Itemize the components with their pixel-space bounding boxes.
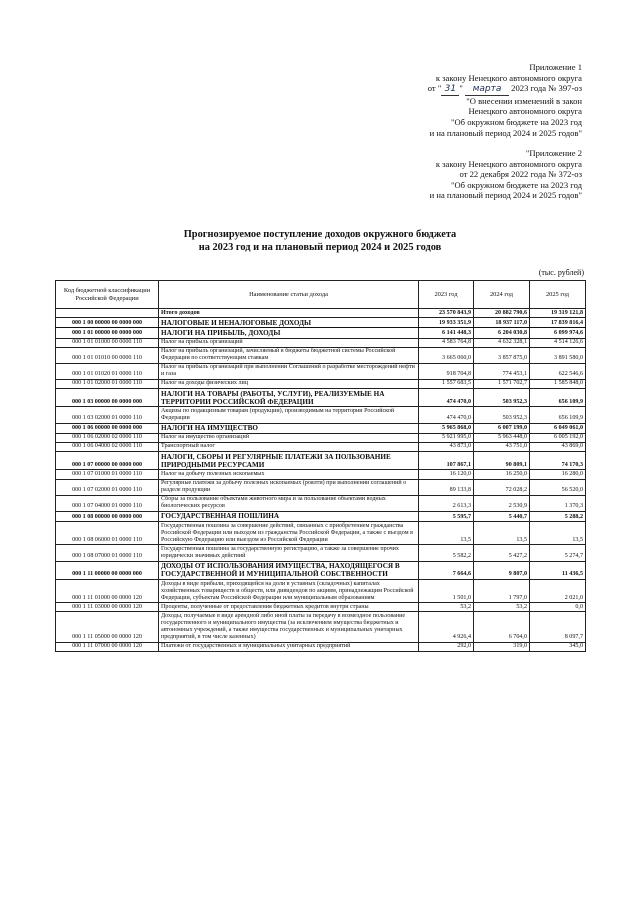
units-label: (тыс. рублей) xyxy=(538,268,584,277)
cell-2023: 19 933 351,9 xyxy=(419,318,474,328)
cell-2023: 6 141 448,3 xyxy=(419,328,474,338)
header-2023: 2023 год xyxy=(419,281,474,309)
table-row xyxy=(56,309,586,318)
appendix-1-date-line xyxy=(428,83,582,96)
cell-code: 000 1 06 04000 02 0000 110 xyxy=(56,442,159,451)
cell-name: Налог на добычу полезных ископаемых xyxy=(159,470,419,479)
cell-2024: 6 704,0 xyxy=(474,612,530,642)
cell-2025: 43 869,0 xyxy=(530,442,586,451)
cell-2024: 53,2 xyxy=(474,603,530,612)
cell-code: 000 1 11 05000 00 0000 120 xyxy=(56,612,159,642)
appendix-1-line6: "Об окружном бюджете на 2023 год xyxy=(450,116,582,127)
cell-2023: 918 704,8 xyxy=(419,363,474,379)
cell-2024: 18 937 117,0 xyxy=(474,318,530,328)
cell-name: Налог на прибыль организаций при выполнении Соглашений о разработке месторождений нефти и газа xyxy=(159,363,419,379)
cell-code: 000 1 06 00000 00 0000 000 xyxy=(56,423,159,433)
cell-2024: 503 952,3 xyxy=(474,407,530,423)
cell-2024: 1 797,0 xyxy=(474,580,530,603)
table-row xyxy=(56,642,586,651)
appendix-2-line1: "Приложение 2 xyxy=(525,148,582,158)
cell-2023: 1 501,0 xyxy=(419,580,474,603)
cell-code: 000 1 11 07000 00 0000 120 xyxy=(56,642,159,651)
cell-name: Налог на прибыль организаций, зачисляемый в бюджеты бюджетной системы Российской Федерации по соответствующим ставкам xyxy=(159,347,419,363)
cell-2023: 474 470,0 xyxy=(419,407,474,423)
cell-2025: 656 109,9 xyxy=(530,389,586,407)
table-row xyxy=(56,328,586,338)
cell-2023: 23 570 843,9 xyxy=(419,309,474,318)
cell-2024: 503 952,3 xyxy=(474,389,530,407)
cell-2023: 89 133,8 xyxy=(419,479,474,495)
table-row xyxy=(56,479,586,495)
appendix-2-line5: и на плановый период 2024 и 2025 годов" xyxy=(429,190,582,201)
cell-2024: 5 427,2 xyxy=(474,545,530,561)
table-row xyxy=(56,379,586,388)
date-mid: " xyxy=(459,83,463,94)
cell-2024: 6 007 199,0 xyxy=(474,423,530,433)
cell-2023: 5 595,7 xyxy=(419,511,474,521)
cell-name: Доходы в виде прибыли, приходящейся на доли в уставных (складочных) капиталах хозяйственных товариществ и обществ, или дивидендов по акциям, принадлежащим Российской Федерации, субъектам Российской Федерации или муниципальным образованиям xyxy=(159,580,419,603)
cell-name: НАЛОГИ НА ТОВАРЫ (РАБОТЫ, УСЛУГИ), РЕАЛИЗУЕМЫЕ НА ТЕРРИТОРИИ РОССИЙСКОЙ ФЕДЕРАЦИИ xyxy=(159,389,419,407)
cell-code xyxy=(56,309,159,318)
appendix-2-line4: "Об окружном бюджете на 2023 год xyxy=(450,179,582,190)
header-name: Наименование статьи дохода xyxy=(159,281,419,309)
cell-code: 000 1 01 01020 01 0000 110 xyxy=(56,363,159,379)
cell-code: 000 1 11 03000 00 0000 120 xyxy=(56,603,159,612)
cell-2025: 656 109,9 xyxy=(530,407,586,423)
cell-2025: 6 049 061,0 xyxy=(530,423,586,433)
date-prefix: от " xyxy=(427,83,442,94)
cell-2024: 5 963 448,0 xyxy=(474,433,530,442)
appendix-1-line5: Ненецкого автономного округа xyxy=(468,106,582,117)
cell-2025: 5 288,2 xyxy=(530,511,586,521)
table-row xyxy=(56,338,586,347)
table-row xyxy=(56,442,586,451)
cell-code: 000 1 00 00000 00 0000 000 xyxy=(56,318,159,328)
table-row xyxy=(56,612,586,642)
cell-2024: 72 028,2 xyxy=(474,479,530,495)
appendix-1-line2: к закону Ненецкого автономного округа xyxy=(435,72,582,83)
cell-2025: 4 514 126,6 xyxy=(530,338,586,347)
cell-code: 000 1 08 07000 01 0000 110 xyxy=(56,545,159,561)
cell-2023: 53,2 xyxy=(419,603,474,612)
table-header-row xyxy=(56,281,586,309)
table-row xyxy=(56,318,586,328)
cell-name: Проценты, полученные от предоставления бюджетных кредитов внутри страны xyxy=(159,603,419,612)
cell-2024: 13,5 xyxy=(474,522,530,545)
cell-2025: 1 370,3 xyxy=(530,495,586,511)
cell-2023: 3 665 060,0 xyxy=(419,347,474,363)
cell-2025: 345,0 xyxy=(530,642,586,651)
cell-code: 000 1 08 00000 00 0000 000 xyxy=(56,511,159,521)
cell-name: Налог на прибыль организаций xyxy=(159,338,419,347)
table-body xyxy=(56,309,586,652)
cell-2023: 5 921 995,0 xyxy=(419,433,474,442)
header-2025: 2025 год xyxy=(530,281,586,309)
cell-2025: 17 839 816,4 xyxy=(530,318,586,328)
cell-2023: 7 664,6 xyxy=(419,561,474,579)
cell-name: НАЛОГОВЫЕ И НЕНАЛОГОВЫЕ ДОХОДЫ xyxy=(159,318,419,328)
cell-2023: 13,5 xyxy=(419,522,474,545)
table-row xyxy=(56,580,586,603)
cell-code: 000 1 03 00000 00 0000 000 xyxy=(56,389,159,407)
cell-name: Налог на имущество организаций xyxy=(159,433,419,442)
appendix-2-line2: к закону Ненецкого автономного округа xyxy=(435,158,582,169)
cell-2024: 90 809,1 xyxy=(474,452,530,470)
cell-2024: 43 751,0 xyxy=(474,442,530,451)
table-row xyxy=(56,545,586,561)
cell-2024: 6 204 030,8 xyxy=(474,328,530,338)
table-row xyxy=(56,363,586,379)
cell-2025: 56 520,0 xyxy=(530,479,586,495)
cell-2024: 774 453,1 xyxy=(474,363,530,379)
cell-code: 000 1 01 01000 00 0000 110 xyxy=(56,338,159,347)
cell-code: 000 1 07 00000 00 0000 000 xyxy=(56,452,159,470)
cell-name: Платежи от государственных и муниципальных унитарных предприятий xyxy=(159,642,419,651)
table-row xyxy=(56,407,586,423)
cell-2023: 5 965 868,0 xyxy=(419,423,474,433)
cell-2023: 107 867,1 xyxy=(419,452,474,470)
table-row xyxy=(56,423,586,433)
table-row xyxy=(56,389,586,407)
cell-2025: 3 891 580,0 xyxy=(530,347,586,363)
cell-2025: 74 170,3 xyxy=(530,452,586,470)
cell-2025: 6 005 192,0 xyxy=(530,433,586,442)
cell-name: НАЛОГИ НА ПРИБЫЛЬ, ДОХОДЫ xyxy=(159,328,419,338)
cell-2023: 43 873,0 xyxy=(419,442,474,451)
title-line1: Прогнозируемое поступление доходов окружного бюджета xyxy=(183,229,457,240)
cell-code: 000 1 01 00000 00 0000 000 xyxy=(56,328,159,338)
cell-code: 000 1 07 02000 01 0000 110 xyxy=(56,479,159,495)
cell-2025: 622 546,6 xyxy=(530,363,586,379)
cell-code: 000 1 11 01000 00 0000 120 xyxy=(56,580,159,603)
cell-2025: 11 436,5 xyxy=(530,561,586,579)
cell-2024: 5 440,7 xyxy=(474,511,530,521)
cell-name: Сборы за пользование объектами животного мира и за пользование объектами водных биологических ресурсов xyxy=(159,495,419,511)
cell-2023: 4 926,4 xyxy=(419,612,474,642)
document-title xyxy=(0,228,640,254)
cell-code: 000 1 06 02000 02 0000 110 xyxy=(56,433,159,442)
cell-2025: 0,0 xyxy=(530,603,586,612)
cell-2025: 5 274,7 xyxy=(530,545,586,561)
cell-code: 000 1 07 01000 01 0000 110 xyxy=(56,470,159,479)
cell-2023: 4 583 764,8 xyxy=(419,338,474,347)
cell-2023: 5 582,2 xyxy=(419,545,474,561)
table-row xyxy=(56,522,586,545)
cell-2024: 2 530,9 xyxy=(474,495,530,511)
date-suffix: 2023 года № 397-оз xyxy=(511,83,582,94)
cell-name: Акцизы по подакцизным товарам (продукции), производимым на территории Российской Федерации xyxy=(159,407,419,423)
table-row xyxy=(56,561,586,579)
cell-name: Налог на доходы физических лиц xyxy=(159,379,419,388)
cell-code: 000 1 01 01010 00 0000 110 xyxy=(56,347,159,363)
cell-2024: 319,0 xyxy=(474,642,530,651)
appendix-1-line7: и на плановый период 2024 и 2025 годов" xyxy=(429,127,582,138)
cell-code: 000 1 07 04000 01 0000 110 xyxy=(56,495,159,511)
cell-2024: 16 250,0 xyxy=(474,470,530,479)
cell-2024: 20 882 790,6 xyxy=(474,309,530,318)
cell-code: 000 1 08 06000 01 0000 110 xyxy=(56,522,159,545)
header-2024: 2024 год xyxy=(474,281,530,309)
cell-name: ДОХОДЫ ОТ ИСПОЛЬЗОВАНИЯ ИМУЩЕСТВА, НАХОДЯЩЕГОСЯ В ГОСУДАРСТВЕННОЙ И МУНИЦИПАЛЬНОЙ СОБСТВЕННОСТИ xyxy=(159,561,419,579)
table-row xyxy=(56,347,586,363)
table-row xyxy=(56,495,586,511)
cell-2024: 1 571 702,7 xyxy=(474,379,530,388)
cell-2024: 4 632 328,1 xyxy=(474,338,530,347)
cell-name: ГОСУДАРСТВЕННАЯ ПОШЛИНА xyxy=(159,511,419,521)
cell-2025: 2 021,0 xyxy=(530,580,586,603)
appendix-1-header xyxy=(428,62,582,138)
cell-2025: 1 585 848,0 xyxy=(530,379,586,388)
cell-2025: 13,5 xyxy=(530,522,586,545)
appendix-2-line3: от 22 декабря 2022 года № 372-оз xyxy=(459,169,582,180)
appendix-1-line4: "О внесении изменений в закон xyxy=(466,95,582,106)
cell-2025: 19 319 121,8 xyxy=(530,309,586,318)
appendix-2-header xyxy=(430,148,582,201)
cell-2023: 292,0 xyxy=(419,642,474,651)
table-row xyxy=(56,603,586,612)
handwritten-day: 31 xyxy=(441,84,459,96)
cell-2024: 9 807,0 xyxy=(474,561,530,579)
table-row xyxy=(56,470,586,479)
cell-name: Регулярные платежи за добычу полезных ископаемых (роялти) при выполнении соглашений о разделе продукции xyxy=(159,479,419,495)
cell-name: Итого доходов xyxy=(159,309,419,318)
table-row xyxy=(56,511,586,521)
cell-2024: 3 857 875,0 xyxy=(474,347,530,363)
cell-name: Транспортный налог xyxy=(159,442,419,451)
table-row xyxy=(56,433,586,442)
title-line2: на 2023 год и на плановый период 2024 и 2025 годов xyxy=(198,242,442,253)
cell-code: 000 1 01 02000 01 0000 110 xyxy=(56,379,159,388)
cell-2023: 2 613,3 xyxy=(419,495,474,511)
cell-2023: 474 470,0 xyxy=(419,389,474,407)
cell-name: Государственная пошлина за государственную регистрацию, а также за совершение прочих юридически значимых действий xyxy=(159,545,419,561)
cell-name: Государственная пошлина за совершение действий, связанных с приобретением гражданства Российской Федерации или выходом из гражданства Российской Федерации, а также с въездом в Российскую Федерацию или выездом из Российской Федерации xyxy=(159,522,419,545)
revenue-table xyxy=(55,280,586,652)
appendix-1-line1: Приложение 1 xyxy=(529,62,582,72)
cell-code: 000 1 11 00000 00 0000 000 xyxy=(56,561,159,579)
cell-code: 000 1 03 02000 01 0000 110 xyxy=(56,407,159,423)
cell-name: Доходы, получаемые в виде арендной либо иной платы за передачу в возмездное пользование государственного и муниципального имущества (за исключением имущества бюджетных и автономных учреждений, а также имущества государственных и муниципальных унитарных предприятий, в том числе казенных) xyxy=(159,612,419,642)
cell-2023: 1 557 683,5 xyxy=(419,379,474,388)
cell-2025: 6 099 974,6 xyxy=(530,328,586,338)
cell-name: НАЛОГИ НА ИМУЩЕСТВО xyxy=(159,423,419,433)
cell-2023: 16 120,0 xyxy=(419,470,474,479)
cell-2025: 16 280,0 xyxy=(530,470,586,479)
table-row xyxy=(56,452,586,470)
cell-2025: 8 097,7 xyxy=(530,612,586,642)
header-code: Код бюджетной классификации Российской Федерации xyxy=(56,281,159,309)
handwritten-month: марта xyxy=(465,84,509,96)
cell-name: НАЛОГИ, СБОРЫ И РЕГУЛЯРНЫЕ ПЛАТЕЖИ ЗА ПОЛЬЗОВАНИЕ ПРИРОДНЫМИ РЕСУРСАМИ xyxy=(159,452,419,470)
